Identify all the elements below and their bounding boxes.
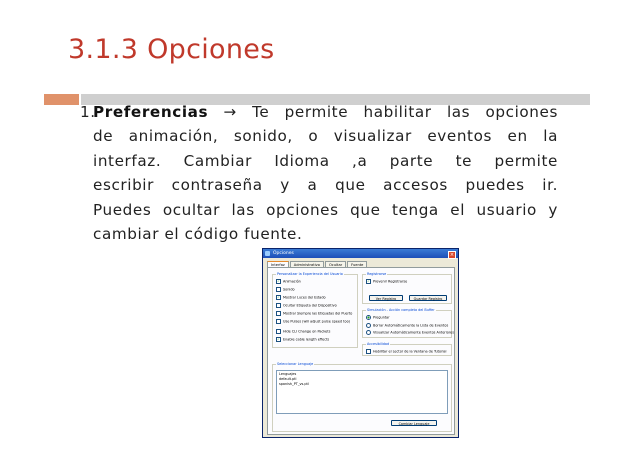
simulation-group-label: Simulación - Acción completa del Buffer: [367, 308, 435, 312]
accessibility-group-label: Accesibilidad: [367, 342, 390, 346]
tab-fuente[interactable]: Fuente: [347, 261, 367, 267]
options-dialog: [262, 248, 459, 438]
checkbox-icon: [276, 311, 281, 316]
option-sonido[interactable]: Sonido: [276, 287, 295, 292]
language-group-label: Seleccionar Lenguaje: [277, 362, 314, 366]
paragraph-line-3: interfaz. Cambiar Idioma ,a parte te permite: [93, 151, 558, 170]
option-hide-cli[interactable]: Hide CLI Change on Packets: [276, 329, 330, 334]
option-cable-length[interactable]: ✓ Enable cable length effects: [277, 337, 330, 342]
option-use-pulses[interactable]: Use Pulses (will adjust pulse speed too): [276, 319, 350, 324]
language-list-header: Lenguajes: [279, 372, 297, 376]
tab-ocultar[interactable]: Ocultar: [325, 261, 346, 267]
checkbox-icon: [276, 303, 281, 308]
dialog-title: Opciones: [273, 251, 294, 256]
option-etiquetas-puerto[interactable]: Mostrar Siempre las Etiquetas del Puerto: [276, 311, 352, 316]
checkbox-icon: [276, 329, 281, 334]
register-group-label: Registrarse: [367, 272, 387, 276]
paragraph-line-6: cambiar el código fuente.: [93, 225, 303, 244]
checkbox-checked-icon: ✓: [277, 295, 280, 299]
tab-panel: [267, 267, 455, 435]
language-list-item[interactable]: spanish_PT_vs.ptl: [279, 382, 309, 386]
item-number: 1.: [80, 103, 96, 121]
title-accent-bar: [44, 94, 79, 105]
experience-group-label: Personalizar la Experiencia del Usuario: [277, 272, 343, 276]
slide-title: 3.1.3 Opciones: [68, 34, 275, 65]
option-lector-tutorial[interactable]: Habilitar el Lector de la Ventana de Tutorial: [366, 349, 446, 354]
radio-icon: [366, 323, 371, 328]
option-animacion[interactable]: ✓ Animación: [277, 279, 301, 284]
checkbox-icon: [276, 287, 281, 292]
app-icon: [265, 251, 270, 256]
language-list-item[interactable]: default.ptl: [279, 377, 297, 381]
radio-preguntar[interactable]: Preguntar: [366, 315, 390, 320]
radio-borrar-eventos[interactable]: Borrar Automáticamente la Lista de Eventos: [366, 323, 448, 328]
change-language-button[interactable]: Cambiar Lenguaje: [391, 420, 437, 426]
checkbox-checked-icon: ✓: [277, 279, 280, 283]
language-group: [272, 364, 452, 432]
radio-icon: [366, 330, 371, 335]
experience-group: [272, 274, 358, 348]
body-paragraph: [80, 100, 558, 246]
radio-visualizar-eventos[interactable]: Visualizar Automáticamente Eventos Anteriores: [366, 330, 454, 335]
tab-administrativo[interactable]: Administrativo: [290, 261, 324, 267]
paragraph-line-4: escribir contraseña y a que accesos puedes ir.: [93, 176, 558, 195]
simulation-group: [362, 310, 452, 338]
language-list[interactable]: [276, 370, 448, 414]
checkbox-checked-icon: ✓: [277, 337, 280, 341]
dialog-titlebar[interactable]: [263, 249, 458, 258]
view-log-button[interactable]: Ver Registro: [369, 295, 403, 301]
paragraph-line-5: Puedes ocultar las opciones que tenga el usuario y: [93, 200, 558, 219]
arrow-icon: →: [223, 103, 237, 121]
option-ocultar-etiqueta[interactable]: Ocultar Etiqueta del Dispositivo: [276, 303, 337, 308]
close-button[interactable]: ×: [449, 251, 455, 258]
accessibility-group: [362, 344, 452, 356]
checkbox-checked-icon: ✓: [367, 279, 370, 283]
register-group: [362, 274, 452, 304]
checkbox-icon: [276, 319, 281, 324]
paragraph-line-1: Preferencias → Te permite habilitar las opciones: [93, 103, 558, 121]
radio-selected-icon: [366, 315, 371, 320]
item-heading: Preferencias: [93, 103, 209, 121]
option-luces-estado[interactable]: ✓ Mostrar Luces del Estado: [277, 295, 326, 300]
paragraph-line-2: de animación, sonido, o visualizar eventos en la: [93, 127, 558, 146]
tab-interfaz[interactable]: Interfaz: [267, 261, 289, 267]
option-prevenir-registrarse[interactable]: ✓ Prevenir Registrarse: [367, 279, 408, 284]
save-log-button[interactable]: Guardar Registro: [409, 295, 447, 301]
checkbox-icon: [366, 349, 371, 354]
